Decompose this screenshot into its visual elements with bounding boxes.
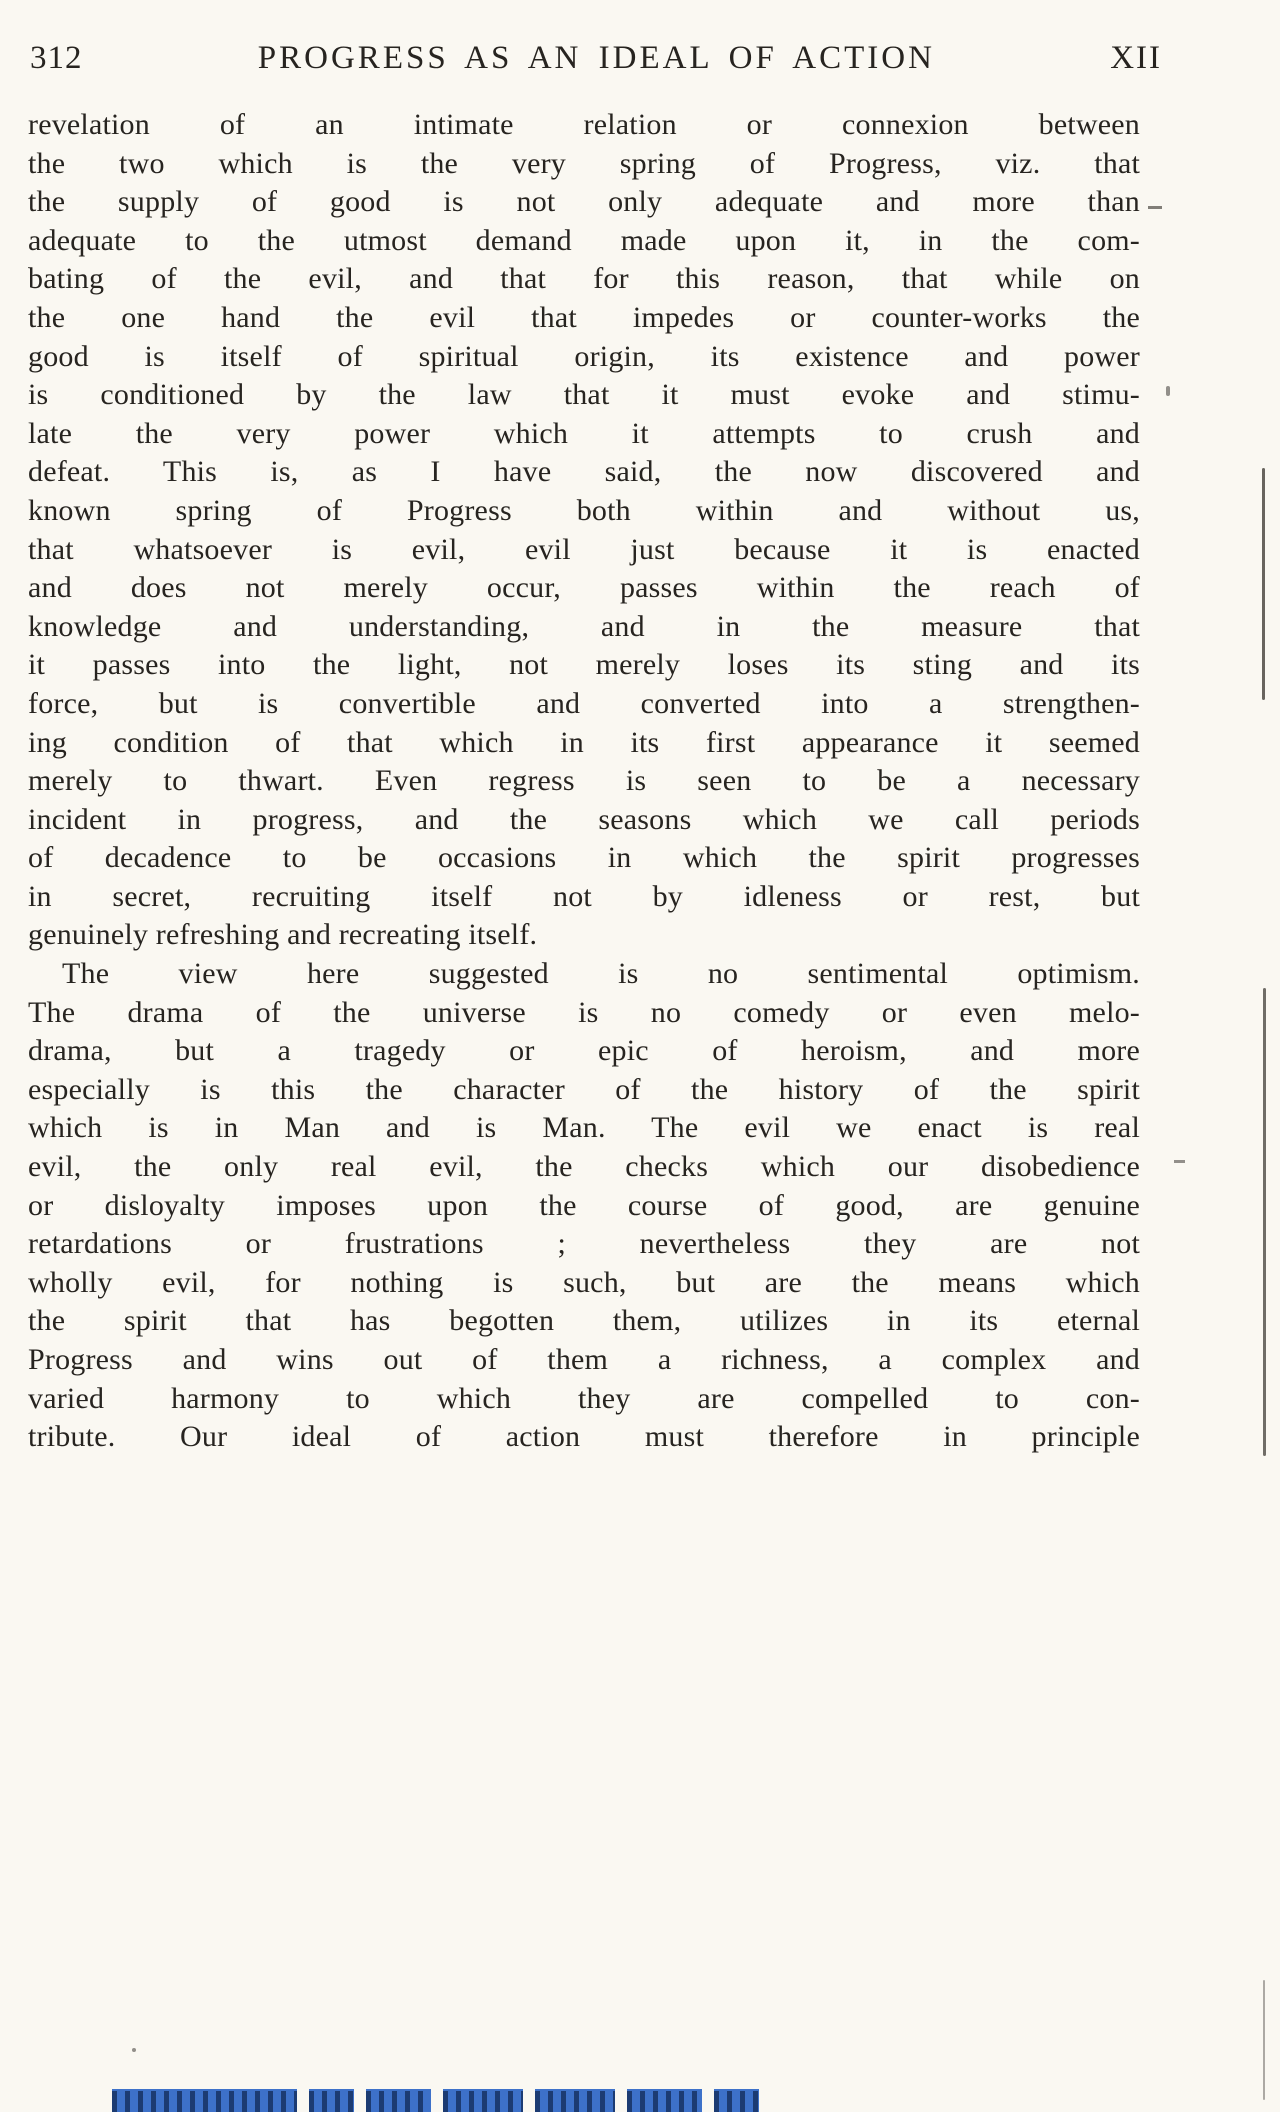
- text-line: incident in progress, and the seasons which we call periods: [28, 802, 1140, 836]
- text-line: genuinely refreshing and recreating itself.: [28, 918, 538, 952]
- running-header: [30, 40, 1162, 77]
- text-line: that whatsoever is evil, evil just because it is enacted: [28, 532, 1140, 566]
- text-line: ing condition of that which in its first appearance it seemed: [28, 725, 1140, 759]
- text-line: evil, the only real evil, the checks which our disobedience: [28, 1150, 1140, 1184]
- running-title: PROGRESS AS AN IDEAL OF ACTION: [257, 40, 935, 76]
- page-number: 312: [30, 40, 83, 76]
- text-line: good is itself of spiritual origin, its existence and power: [28, 339, 1140, 373]
- selected-text-fragment: [366, 2089, 431, 2112]
- selected-text-fragment: [627, 2089, 702, 2112]
- text-line: knowledge and understanding, and in the measure that: [28, 609, 1140, 643]
- text-line: defeat. This is, as I have said, the now discovered and: [28, 455, 1140, 489]
- scan-artifact-mark: [1166, 386, 1170, 396]
- next-line-selection-fragment: [112, 2089, 759, 2112]
- scan-artifact-line: [1262, 468, 1265, 700]
- text-line: known spring of Progress both within and without us,: [28, 493, 1140, 527]
- scan-artifact-line: [1263, 988, 1266, 1456]
- text-line: the two which is the very spring of Progress, viz. that: [28, 146, 1140, 180]
- text-line: adequate to the utmost demand made upon it, in the com-: [28, 223, 1140, 257]
- text-line: The view here suggested is no sentimental optimism.: [62, 957, 1140, 991]
- selected-text-fragment: [443, 2089, 523, 2112]
- text-line: in secret, recruiting itself not by idleness or rest, but: [28, 879, 1140, 913]
- text-line: is conditioned by the law that it must evoke and stimu-: [28, 378, 1140, 412]
- text-line: the spirit that has begotten them, utilizes in its eternal: [28, 1304, 1140, 1338]
- text-line: tribute. Our ideal of action must therefore in principle: [28, 1420, 1140, 1454]
- text-line: of decadence to be occasions in which the spirit progresses: [28, 841, 1140, 875]
- chapter-numeral: XII: [1110, 40, 1162, 76]
- text-line: The drama of the universe is no comedy or even melo-: [28, 995, 1140, 1029]
- scan-artifact-mark: [1148, 206, 1162, 209]
- scan-artifact-mark: [1174, 1160, 1185, 1163]
- selected-text-fragment: [535, 2089, 615, 2112]
- scan-artifact-line: [1263, 1980, 1265, 2100]
- scan-artifact-mark: [132, 2048, 136, 2052]
- text-line: or disloyalty imposes upon the course of good, are genuine: [28, 1188, 1140, 1222]
- text-line: it passes into the light, not merely loses its sting and its: [28, 648, 1140, 682]
- selected-text-fragment: [112, 2089, 297, 2112]
- body-text: [28, 106, 1140, 1457]
- selected-text-fragment: [714, 2089, 759, 2112]
- text-line: the one hand the evil that impedes or counter-works the: [28, 300, 1140, 334]
- text-line: and does not merely occur, passes within the reach of: [28, 571, 1140, 605]
- text-line: which is in Man and is Man. The evil we enact is real: [28, 1111, 1140, 1145]
- text-line: wholly evil, for nothing is such, but are the means which: [28, 1265, 1140, 1299]
- text-line: revelation of an intimate relation or connexion between: [28, 108, 1140, 141]
- text-line: the supply of good is not only adequate and more than: [28, 185, 1140, 219]
- text-line: bating of the evil, and that for this reason, that while on: [28, 262, 1140, 296]
- text-line: late the very power which it attempts to crush and: [28, 416, 1140, 450]
- text-line: Progress and wins out of them a richness, a complex and: [28, 1343, 1140, 1376]
- text-line: drama, but a tragedy or epic of heroism, and more: [28, 1034, 1140, 1068]
- text-line: force, but is convertible and converted into a strengthen-: [28, 686, 1140, 720]
- text-line: especially is this the character of the history of the spirit: [28, 1072, 1140, 1106]
- text-line: merely to thwart. Even regress is seen to be a necessary: [28, 764, 1140, 798]
- text-line: retardations or frustrations ; nevertheless they are not: [28, 1227, 1140, 1261]
- selected-text-fragment: [309, 2089, 354, 2112]
- text-line: varied harmony to which they are compelled to con-: [28, 1381, 1140, 1415]
